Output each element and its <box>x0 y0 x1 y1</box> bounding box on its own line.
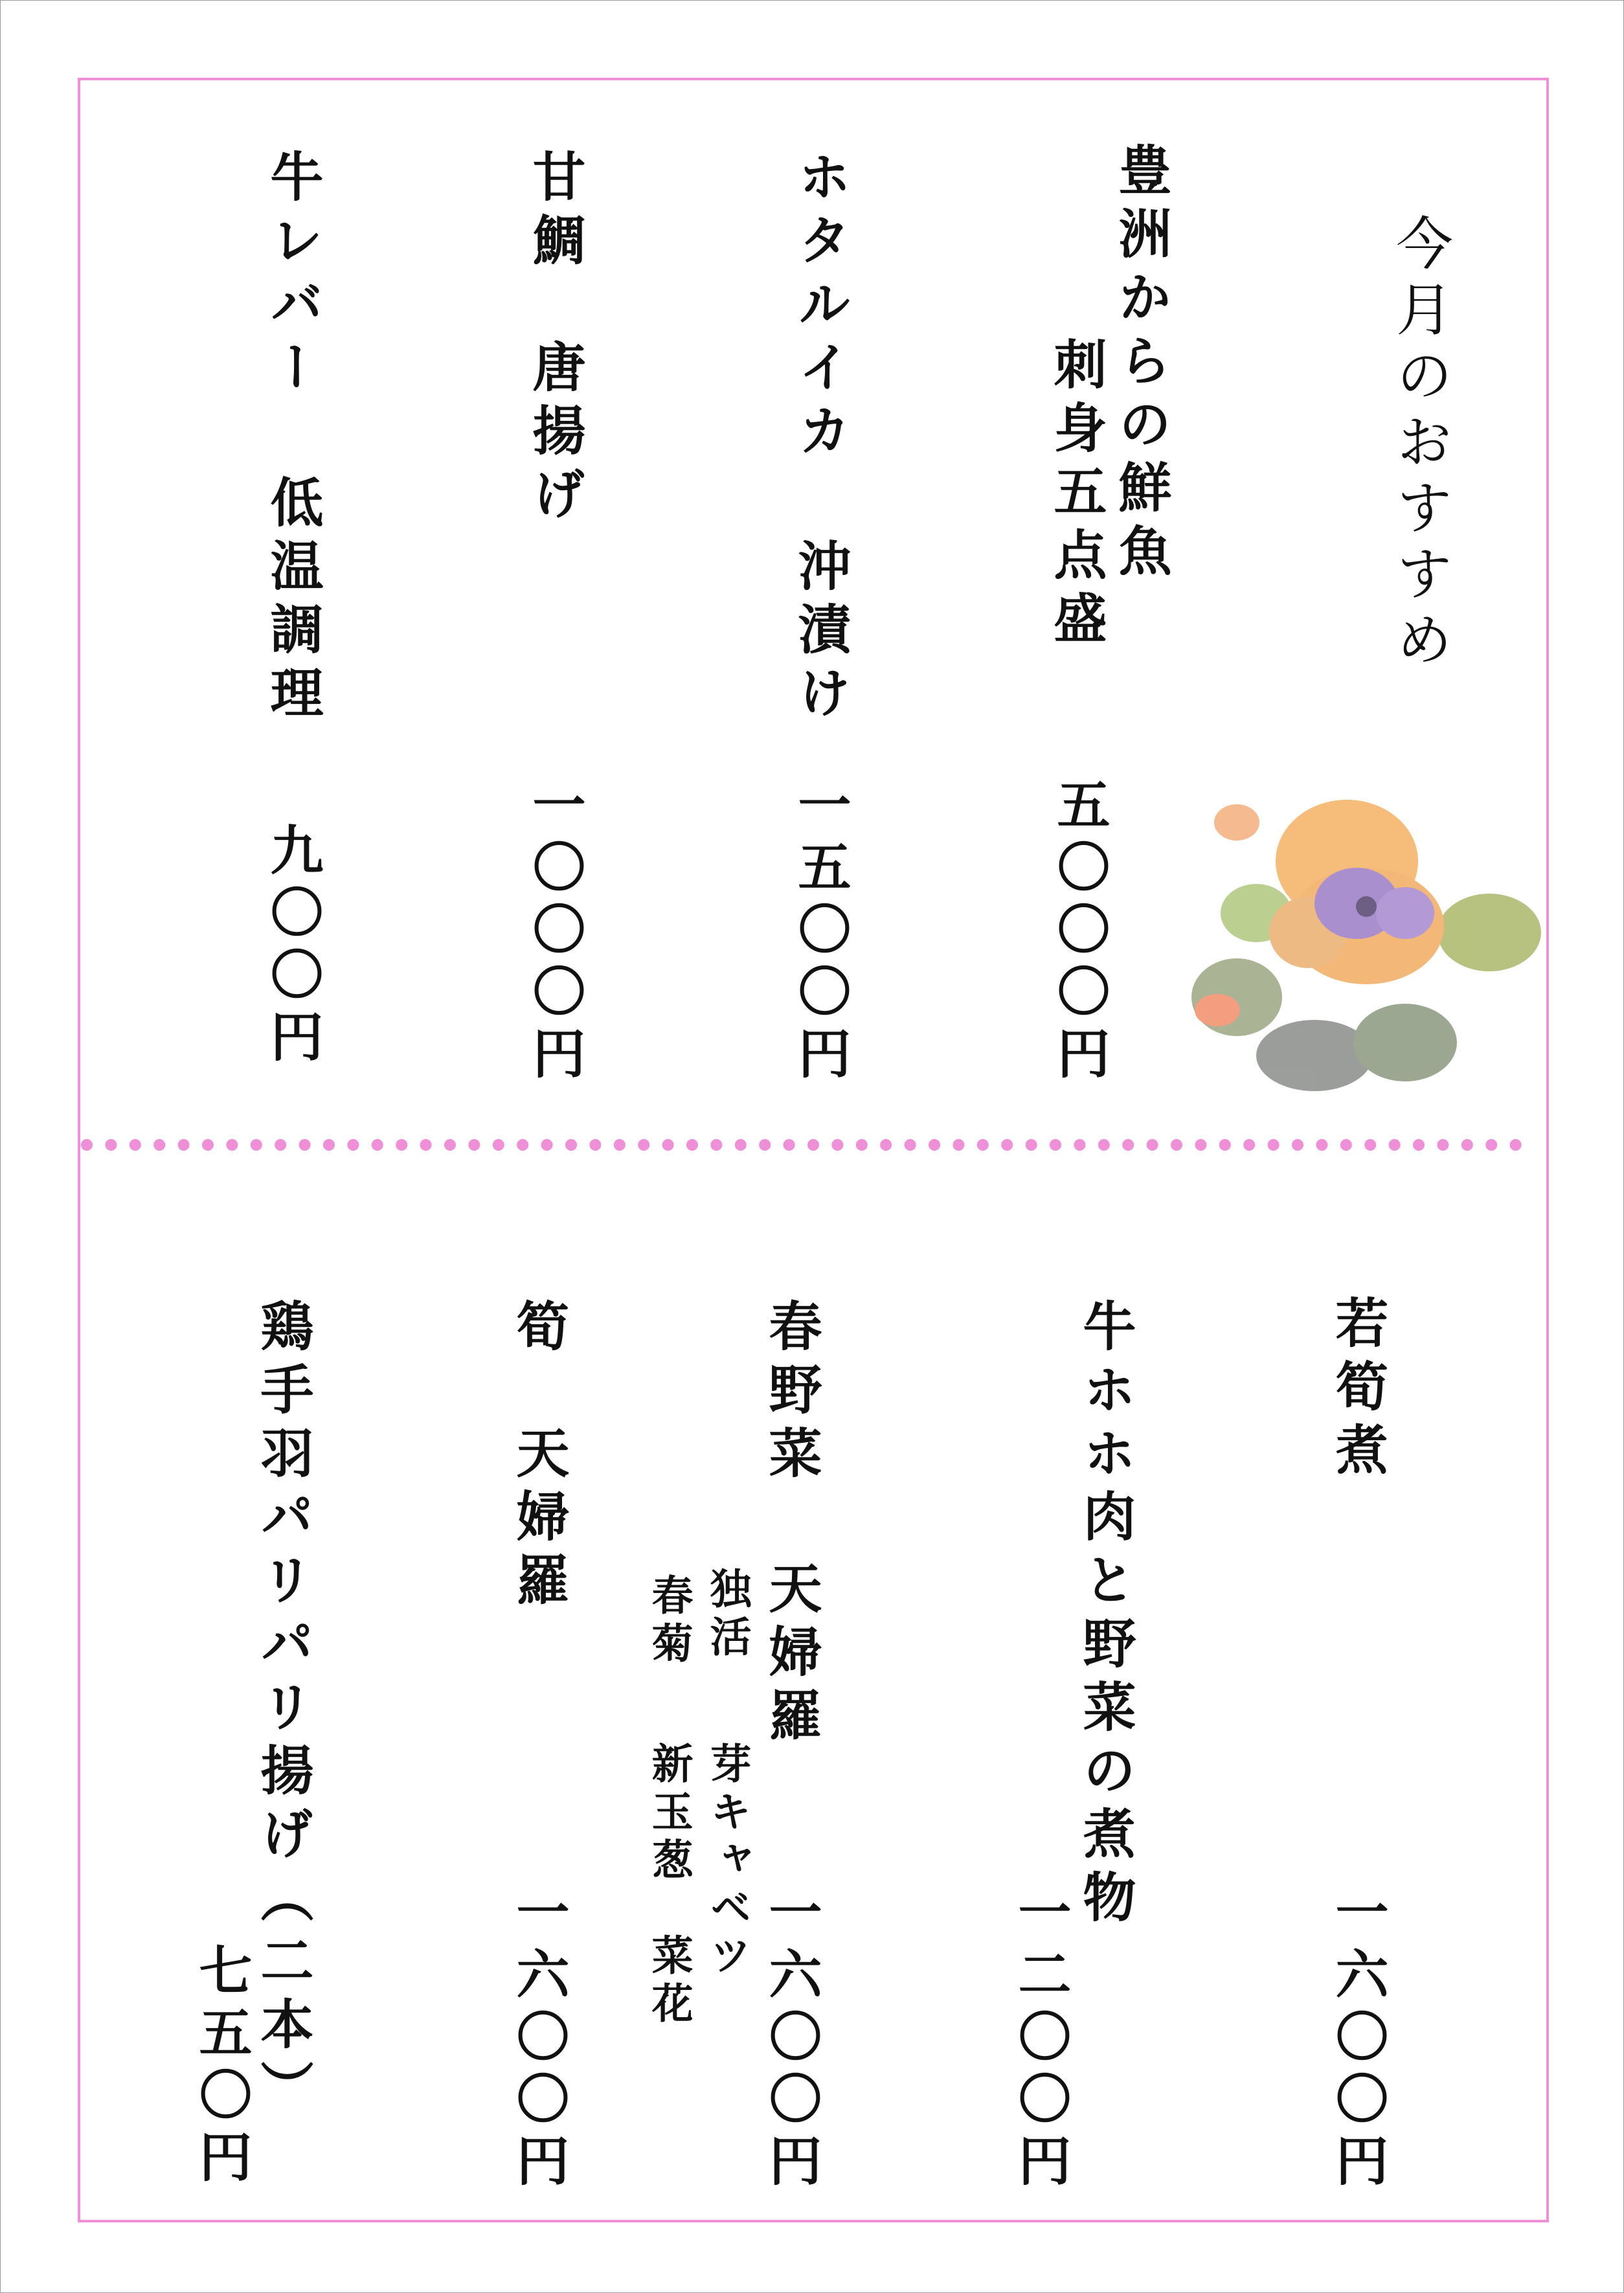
item-haruyasai-detail-shungiku: 春菊 <box>644 1574 693 1669</box>
divider-dot <box>396 1139 407 1151</box>
item-takenoko-tempura-price: 一六〇〇円 <box>508 1884 569 2195</box>
divider-dot <box>1316 1139 1327 1151</box>
divider-dot <box>1510 1139 1522 1151</box>
item-haruyasai-detail-mekyabetsu: 芽キャベツ <box>703 1742 751 1982</box>
item-wakatakeni-price: 一六〇〇円 <box>1327 1884 1388 2195</box>
divider-dot <box>905 1139 916 1151</box>
divider-dot <box>1243 1139 1255 1151</box>
item-haruyasai-price: 一六〇〇円 <box>760 1884 822 2195</box>
divider-dot <box>444 1139 456 1151</box>
divider-dot <box>710 1139 722 1151</box>
divider-dot <box>807 1139 819 1151</box>
item-sashimi-name-line1: 豊洲からの鮮魚 <box>1110 142 1171 587</box>
divider-dot <box>1122 1139 1134 1151</box>
divider-dot <box>1147 1139 1158 1151</box>
divider-dot <box>1340 1139 1352 1151</box>
divider-dot <box>784 1139 795 1151</box>
divider-dot <box>468 1139 480 1151</box>
item-sashimi-name-line2: 刺身五点盛 <box>1045 337 1107 654</box>
divider-dot <box>1268 1139 1280 1151</box>
dotted-divider <box>80 1137 1546 1153</box>
divider-dot <box>759 1139 771 1151</box>
divider-dot <box>493 1139 504 1151</box>
menu-title: 今月のおすすめ <box>1387 214 1454 676</box>
divider-dot <box>565 1139 577 1151</box>
item-tebasaki-price: 七五〇円 <box>190 1943 252 2191</box>
divider-dot <box>323 1139 335 1151</box>
divider-dot <box>420 1139 432 1151</box>
divider-dot <box>105 1139 117 1151</box>
divider-dot <box>299 1139 311 1151</box>
item-haruyasai-detail-udo: 独活 <box>703 1567 751 1663</box>
divider-dot <box>226 1139 238 1151</box>
divider-dot <box>1292 1139 1303 1151</box>
divider-dot <box>1195 1139 1206 1151</box>
item-gyuhoho-name: 牛ホホ肉と野菜の煮物 <box>1074 1298 1136 1933</box>
item-gyuhoho-price: 一二〇〇円 <box>1009 1884 1071 2195</box>
divider-dot <box>153 1139 165 1151</box>
divider-dot <box>929 1139 940 1151</box>
divider-dot <box>178 1139 190 1151</box>
divider-dot <box>1026 1139 1037 1151</box>
divider-dot <box>1001 1139 1013 1151</box>
item-haruyasai-detail-shintamanegi: 新玉葱 菜花 <box>644 1742 693 2029</box>
divider-dot <box>1485 1139 1497 1151</box>
divider-dot <box>1074 1139 1085 1151</box>
divider-dot <box>517 1139 528 1151</box>
divider-dot <box>1050 1139 1061 1151</box>
item-gyu-liver-price: 九〇〇円 <box>262 822 323 1071</box>
divider-dot <box>372 1139 383 1151</box>
divider-dot <box>953 1139 964 1151</box>
divider-dot <box>1437 1139 1449 1151</box>
divider-dot <box>638 1139 649 1151</box>
item-gyu-liver-name: 牛レバー 低温調理 <box>262 149 323 729</box>
item-haruyasai-name: 春野菜 天婦羅 <box>760 1298 822 1751</box>
divider-dot <box>1461 1139 1473 1151</box>
divider-dot <box>1364 1139 1376 1151</box>
item-tebasaki-name: 鶏手羽パリパリ揚げ（二本） <box>252 1298 313 2123</box>
divider-dot <box>251 1139 262 1151</box>
item-takenoko-tempura-name: 筍 天婦羅 <box>508 1298 569 1616</box>
divider-dot <box>1413 1139 1425 1151</box>
divider-dot <box>1389 1139 1401 1151</box>
pansy-flower-icon <box>1191 784 1554 1120</box>
divider-dot <box>977 1139 989 1151</box>
divider-dot <box>1098 1139 1110 1151</box>
divider-dot <box>880 1139 892 1151</box>
item-sashimi-price: 五〇〇〇円 <box>1048 777 1110 1088</box>
divider-dot <box>662 1139 674 1151</box>
divider-dot <box>856 1139 868 1151</box>
item-hotaruika-price: 一五〇〇円 <box>789 777 851 1088</box>
item-amadai-price: 一〇〇〇円 <box>524 777 585 1088</box>
item-hotaruika-name: ホタルイカ 沖漬け <box>789 149 851 729</box>
divider-dot <box>614 1139 626 1151</box>
item-wakatakeni-name: 若筍煮 <box>1327 1295 1388 1485</box>
item-amadai-name: 甘鯛 唐揚げ <box>524 149 585 530</box>
divider-dot <box>1171 1139 1182 1151</box>
divider-dot <box>831 1139 843 1151</box>
divider-dot <box>130 1139 141 1151</box>
divider-dot <box>541 1139 553 1151</box>
divider-dot <box>202 1139 214 1151</box>
divider-dot <box>735 1139 747 1151</box>
divider-dot <box>347 1139 359 1151</box>
divider-dot <box>589 1139 601 1151</box>
divider-dot <box>81 1139 93 1151</box>
divider-dot <box>1219 1139 1231 1151</box>
divider-dot <box>686 1139 698 1151</box>
divider-dot <box>275 1139 286 1151</box>
